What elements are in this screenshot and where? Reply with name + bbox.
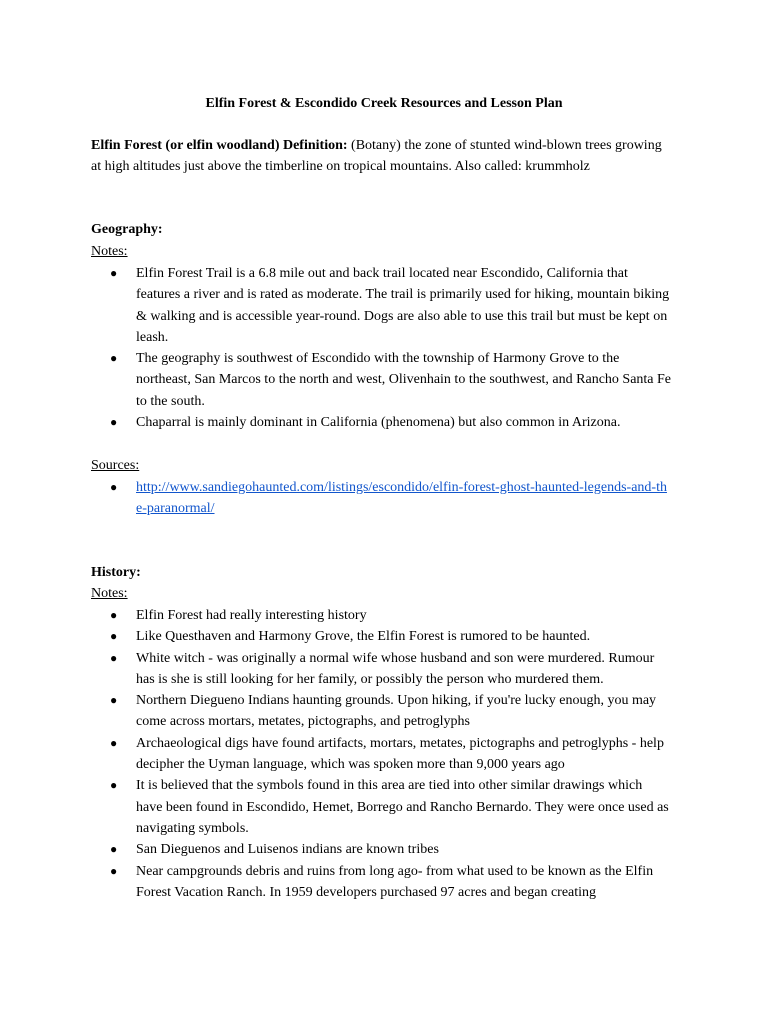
history-notes-list [91,605,671,903]
bullet-icon: ● [110,480,118,494]
source-link[interactable]: http://www.sandiegohaunted.com/listings/escondido/elfin-forest-ghost-haunted-legends-and-the-paranormal/ [136,480,667,517]
bullet-icon: ● [110,863,118,878]
bullet-icon: ● [110,842,118,857]
list-item: ● It is believed that the symbols found in this area are tied into other similar drawings which have been found in Escondido, Hemet, Borrego and Rancho Bernardo. They were once used as navigating symbols. [91,775,671,839]
definition-paragraph [91,135,671,177]
list-item [91,477,671,520]
geography-sources-list [91,477,671,520]
list-item: ● Near campgrounds debris and ruins from long ago- from what used to be known as the Elfin Forest Vacation Ranch. In 1959 developers purchased 97 acres and began creating [91,861,671,904]
list-item: ● Like Questhaven and Harmony Grove, the Elfin Forest is rumored to be haunted. [91,626,671,647]
bullet-icon: ● [110,778,118,793]
bullet-icon: ● [110,608,118,622]
list-item: ● Elfin Forest Trail is a 6.8 mile out and back trail located near Escondido, California that features a river and is rated as moderate. The trail is primarily used for hiking, mountain biking & walking and is accessible year-round. Dogs are also able to use this trail but must be kept on leash. [91,263,671,348]
history-heading: History: [91,565,141,580]
bullet-icon: ● [110,266,118,280]
geography-notes-label: Notes: [91,244,128,259]
geography-heading: Geography: [91,222,163,237]
list-item: ● White witch - was originally a normal wife whose husband and son were murdered. Rumour has is she is still looking for her family, or possibly the person who murdered them. [91,648,671,691]
bullet-icon: ● [110,693,118,708]
document-title: Elfin Forest & Escondido Creek Resources and Lesson Plan [205,96,563,111]
list-item: ● Chaparral is mainly dominant in California (phenomena) but also common in Arizona. [91,412,671,433]
bullet-icon: ● [110,415,118,430]
list-item: ● Elfin Forest had really interesting history [91,605,671,626]
definition-term: Elfin Forest (or elfin woodland) Definition: [91,138,348,153]
definition-text: (Botany) the zone of stunted wind-blown trees growing at high altitudes just above the timberline on tropical mountains. Also called: krummholz [91,138,662,174]
bullet-icon: ● [110,351,118,366]
bullet-icon: ● [110,629,118,644]
list-item: ● The geography is southwest of Escondido with the township of Harmony Grove to the northeast, San Marcos to the north and west, Olivenhain to the southwest, and Rancho Santa Fe to the south. [91,348,671,412]
bullet-icon: ● [110,735,118,750]
list-item: ● Archaeological digs have found artifacts, mortars, metates, pictographs and petroglyphs - help decipher the Uyman language, which was spoken more than 9,000 years ago [91,733,671,776]
list-item: ● Northern Diegueno Indians haunting grounds. Upon hiking, if you're lucky enough, you may come across mortars, metates, pictographs, and petroglyphs [91,690,671,733]
bullet-icon: ● [110,650,118,665]
geography-sources-label: Sources: [91,458,140,473]
geography-notes-list [91,263,671,433]
history-notes-label: Notes: [91,586,128,601]
list-item: ● San Dieguenos and Luisenos indians are known tribes [91,839,671,860]
